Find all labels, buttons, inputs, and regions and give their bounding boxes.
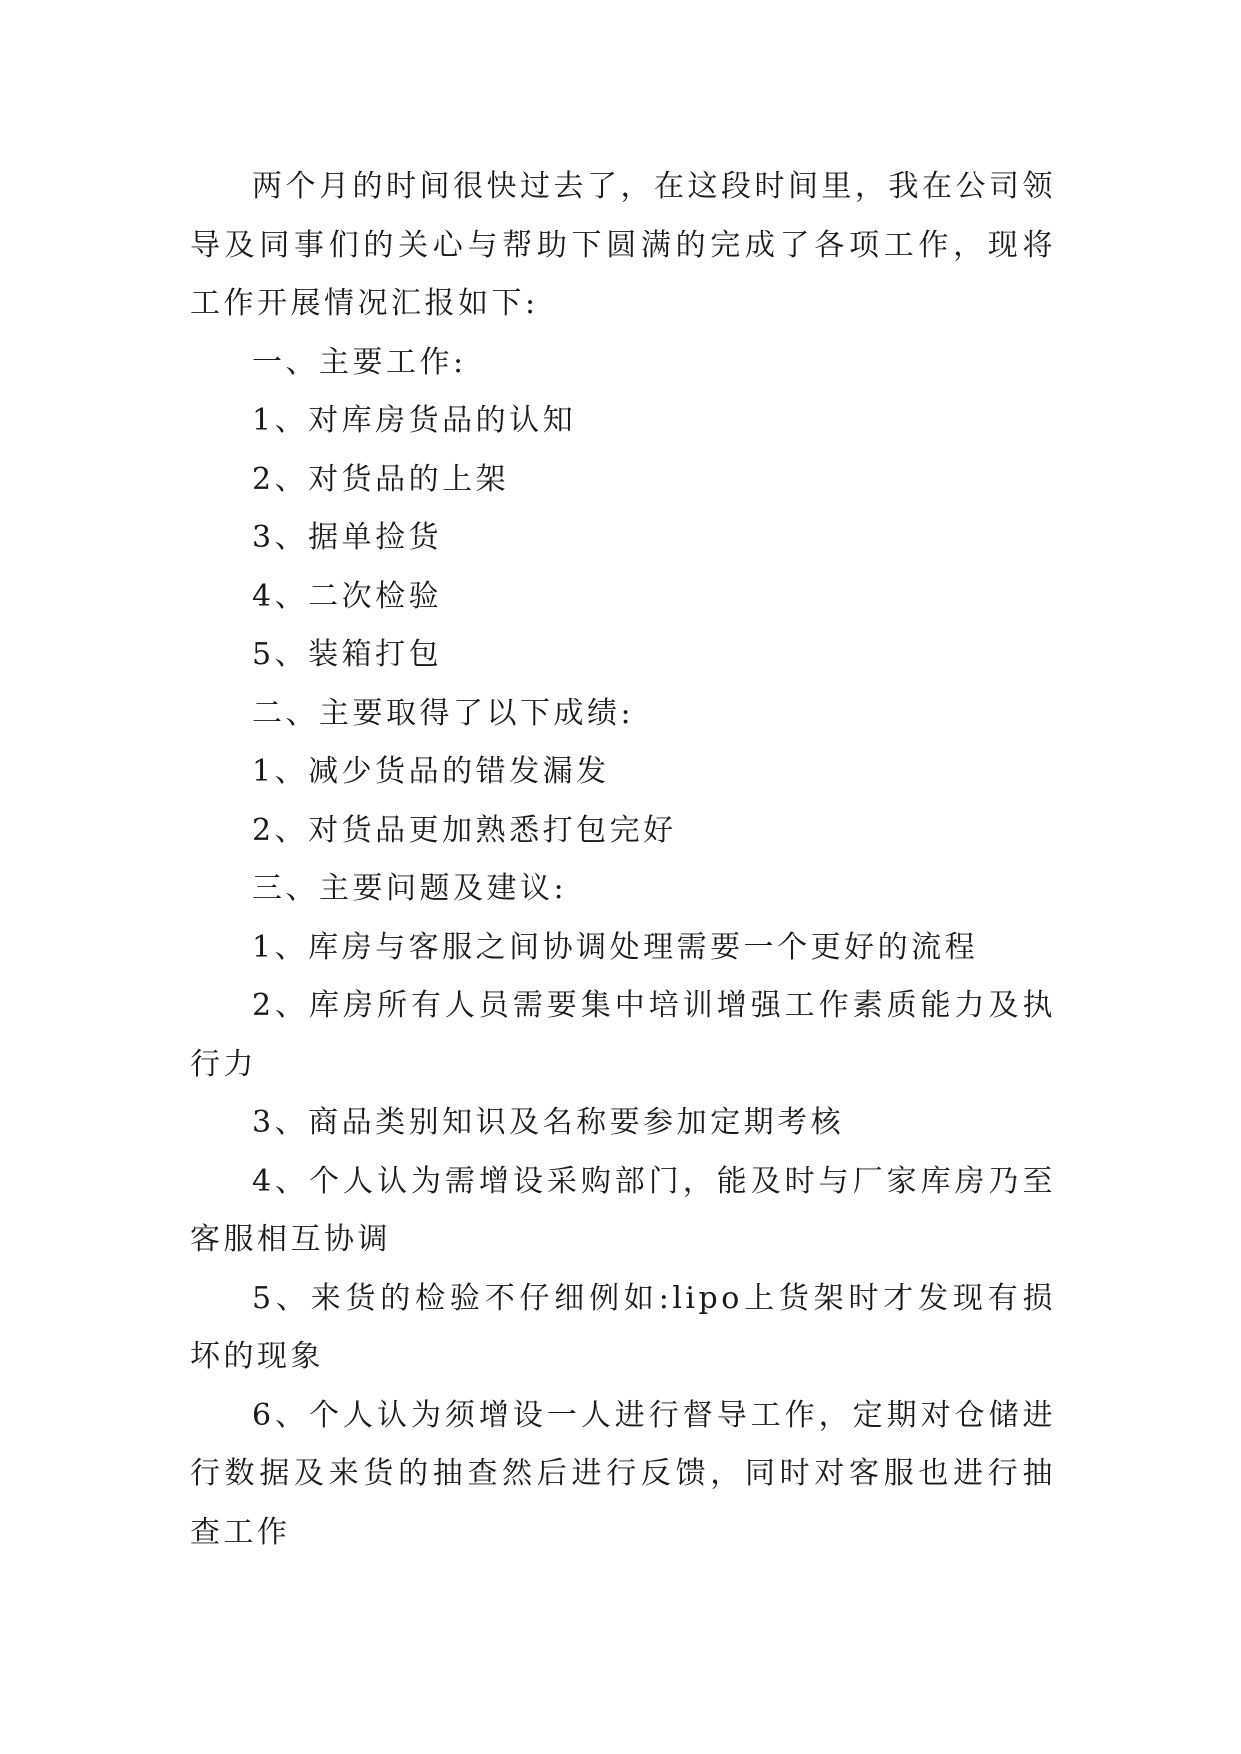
list-item: 1、减少货品的错发漏发 <box>252 754 610 789</box>
list-item: 5、来货的检验不仔细例如:lipo上货架时才发现有损坏的现象 <box>190 1280 1056 1374</box>
list-item: 4、个人认为需增设采购部门，能及时与厂家库房乃至客服相互协调 <box>190 1163 1056 1257</box>
list-item: 2、对货品更加熟悉打包完好 <box>252 812 677 848</box>
list-item: 1、库房与客服之间协调处理需要一个更好的流程 <box>252 929 979 965</box>
list-item: 6、个人认为须增设一人进行督导工作，定期对仓储进行数据及来货的抽查然后进行反馈，同时对客服也进行抽查工作 <box>190 1397 1056 1550</box>
section-heading-achievements: 二、主要取得了以下成绩: <box>252 695 635 731</box>
document-body <box>190 158 1056 1562</box>
list-item: 4、二次检验 <box>252 578 443 614</box>
list-item: 3、据单捡货 <box>252 520 443 555</box>
intro-paragraph: 两个月的时间很快过去了，在这段时间里，我在公司领导及同事们的关心与帮助下圆满的完成了各项工作，现将工作开展情况汇报如下: <box>190 169 1056 321</box>
list-item: 2、库房所有人员需要集中培训增强工作素质能力及执行力 <box>190 988 1056 1082</box>
list-item: 1、对库房货品的认知 <box>252 403 577 438</box>
list-item: 5、装箱打包 <box>252 637 443 672</box>
list-item: 2、对货品的上架 <box>252 461 510 497</box>
section-heading-main-work: 一、主要工作: <box>252 344 467 380</box>
list-item: 3、商品类别知识及名称要参加定期考核 <box>252 1105 845 1140</box>
section-heading-problems: 三、主要问题及建议: <box>252 871 568 906</box>
